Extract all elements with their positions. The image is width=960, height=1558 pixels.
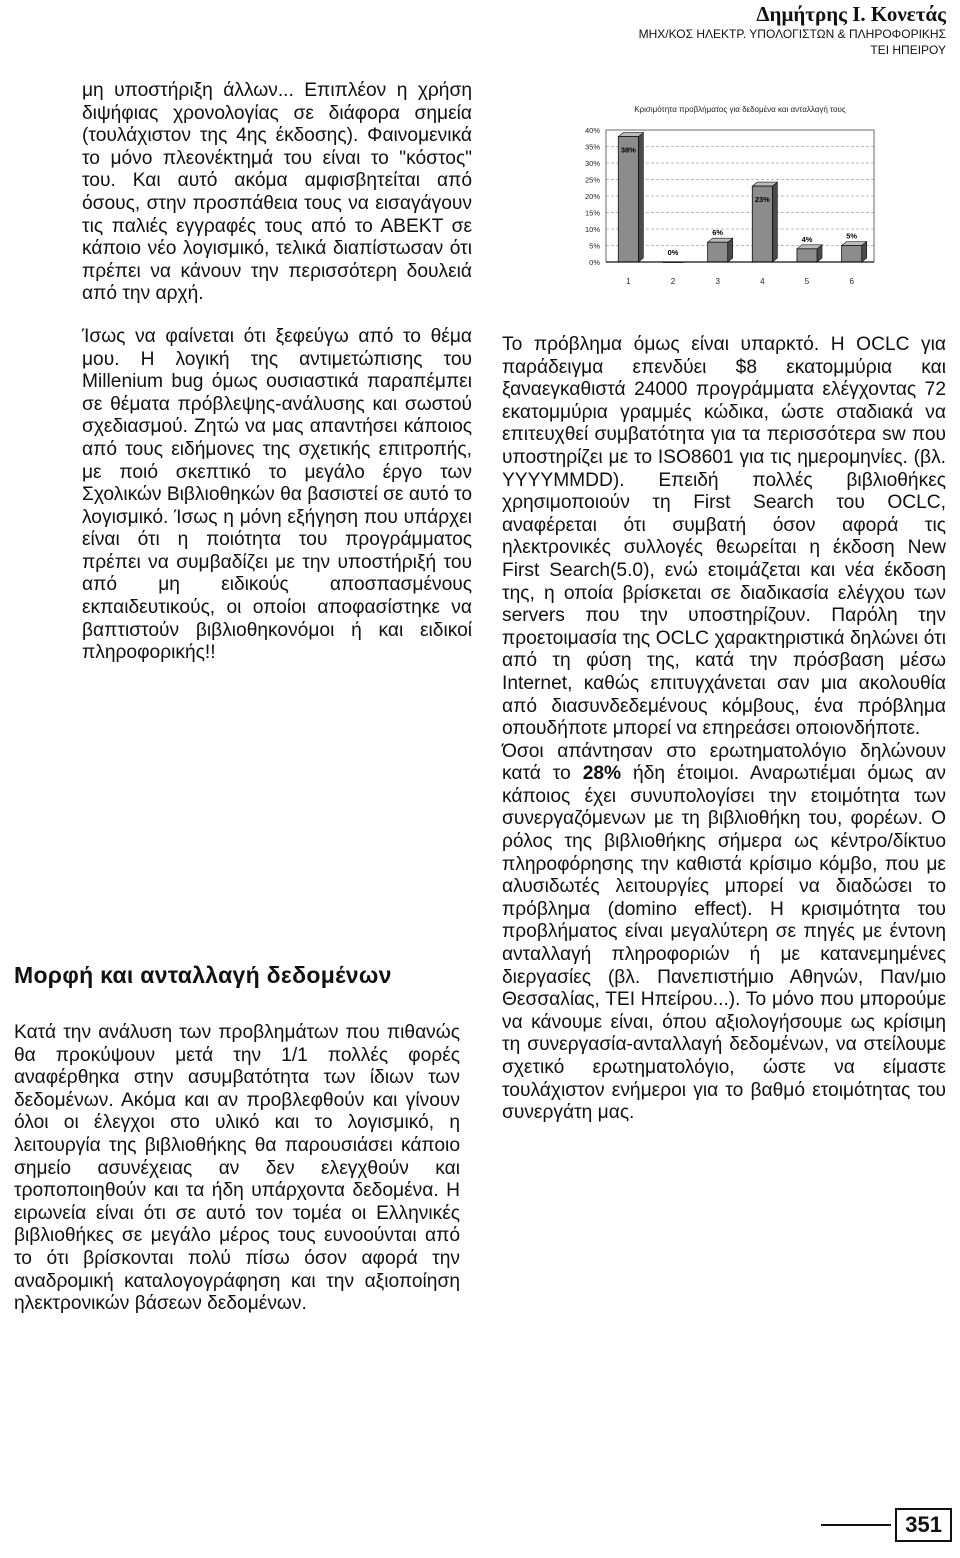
- y-tick-label: 35%: [584, 142, 600, 152]
- paragraph: Ίσως να φαίνεται ότι ξεφεύγω από το θέμα μου. Η λογική της αντιμετώπισης του Millenium bug όμως ουσιαστικά παραπέμπει σε θέματα πρόβλεψης-ανάλυσης και σωστού σχεδιασμού. Ζητώ να μας απαντήσει κάποιος από τους ειδήμονες της σχετικής επιτροπής, με ποιό σκεπτικό το μεγάλο έργο των Σχολικών Βιβλιοθηκών θα βασιστεί σε αυτό το λογισμικό. Ίσως η μόνη εξήγηση που υπάρχει είναι ότι η ποιότητα του προγράμματος πρέπει να συμβαδίζει με την υποστήριξή του από μη ειδικούς αποσπασμένους εκπαιδευτικούς, οι οποίοι αποφασίστηκε να βαπτιστούν βιβλιοθηκονόμοι ή και ειδικοί πληροφορικής!!: [82, 325, 472, 664]
- x-tick-label: 1: [626, 277, 631, 286]
- y-tick-label: 10%: [584, 225, 600, 234]
- page-number-rule: [821, 1524, 891, 1526]
- left-column-top: [82, 80, 472, 665]
- chart-title: Κρισιμότητα προβλήματος για δεδομένα και ανταλλαγή τους: [634, 105, 846, 114]
- bar-value-label: 4%: [801, 234, 813, 244]
- bar-chart: [564, 100, 884, 300]
- bar-value-label: 6%: [712, 228, 724, 238]
- right-column: [502, 334, 946, 1125]
- paragraph: Κατά την ανάλυση των προβλημάτων που πιθανώς θα προκύψουν μετά την 1/1 πολλές φορές αναφέρθηκα στην ασυμβατότητα των ίδιων των δεδομένων. Ακόμα και αν προβλεφθούν και γίνουν όλοι οι έλεγχοι στο υλικό και το λογισμικό, η λειτουργία της βιβλιοθήκης θα παρουσιάσει κάποιο σημείο ασυνέχειας αν δεν ελεγχθούν και τροποποιηθούν και τα ήδη υπάρχοντα δεδομένα. Η ειρωνεία είναι ότι σε αυτό τον τομέα οι Ελληνικές βιβλιοθήκες σε μεγάλο μέρος τους ευνοούνται από το ότι βρίσκονται πολύ πίσω όσον αφορά την αναδρομική καταλογογράφηση και την αξιοποίηση ηλεκτρονικών βάσεων δεδομένων.: [14, 1022, 460, 1315]
- page-header: [526, 2, 946, 58]
- author-name: Δημήτρης Ι. Κονετάς: [756, 2, 946, 26]
- x-tick-label: 3: [715, 277, 720, 286]
- y-tick-label: 25%: [584, 175, 600, 185]
- bar-value-label: 23%: [754, 195, 770, 205]
- x-tick-label: 6: [849, 277, 854, 286]
- left-column-bottom: [14, 1022, 460, 1316]
- paragraph: μη υποστήριξη άλλων... Επιπλέον η χρήση διψήφιας χρονολογίας σε διάφορα σημεία (τουλάχιστον της 4ης έκδοσης). Φαινομενικά το μόνο πλεονέκτημά του είναι το "κόστος" του. Και αυτό ακόμα αμφισβητείται από όσους, στην προσπάθεια τους να εισαγάγουν τις παλιές εγγραφές τους από το ΑΒΕΚΤ σε κάποιο νέο λογισμικό, τελικά διαπίστωσαν ότι πρέπει να κάνουν την περισσότερη δουλειά από την αρχή.: [82, 80, 472, 305]
- department-line-1: ΜΗΧ/ΚΟΣ ΗΛΕΚΤΡ. ΥΠΟΛΟΓΙΣΤΩΝ & ΠΛΗΡΟΦΟΡΙΚΗΣ: [638, 27, 946, 41]
- page-number: [821, 1508, 952, 1542]
- paragraph-text: ήδη έτοιμοι. Αναρωτιέμαι όμως αν κάποιος έχει συνυπολογίσει την ετοιμότητα των συνεργαζόμενων με τη βιβλιοθήκη του, φορέων. Ο ρόλος της βιβλιοθήκης σήμερα ως κέντρο/δίκτυο πληροφόρησης την καθιστά κρίσιμο κόμβο, που με αλυσιδωτές λειτουργίες μπορεί να διαδώσει το πρόβλημα (domino effect). Η κρισιμότητα του προβλήματος είναι μεγαλύτερη σε πηγές με έντονη ανταλλαγή πληροφοριών ή με κατανεμημένες διεργασίες (βλ. Πανεπιστήμιο Αθηνών, Παν/μιο Θεσσαλίας, ΤΕΙ Ηπείρου...). Το μόνο που μπορούμε να κάνουμε είναι, όπου αξιολογήσουμε ως κρίσιμη τη συνεργασία-ανταλλαγή δεδομένων, να στείλουμε σχετικό ερωτηματολόγιο, ώστε να είμαστε τουλάχιστον ενήμεροι για το βαθμό ετοιμότητας του συνεργάτη μας.: [502, 763, 946, 1124]
- x-tick-label: 5: [804, 277, 810, 286]
- bar-side: [772, 182, 777, 262]
- paragraph: [502, 741, 946, 1125]
- paragraph: Το πρόβλημα όμως είναι υπαρκτό. Η OCLC για παράδειγμα επενδύει $8 εκατομμύρια και ξαναεγκαθιστά 24000 προγράμματα ελέγχοντας 72 εκατομμύρια γραμμές κώδικα, ώστε σταδιακά να επιτευχθεί συμβατότητα για τα περισσότερα sw που υποστηρίζει με το ISO8601 για τις ημερομηνίες. (βλ. YYYYMMDD). Επειδή πολλές βιβλιοθήκες χρησιμοποιούν τη First Search του OCLC, αναφέρεται ότι συμβατή όσον αφορά τις ηλεκτρονικές συλλογές θεωρείται η έκδοση New First Search(5.0), ενώ ετοιμάζεται και νέα έκδοση της, η οποία βρίσκεται σε διαδικασία ελέγχου των servers που την υποστηρίζουν. Παρόλη την προετοιμασία της OCLC χαρακτηριστικά δηλώνει ότι από τη φύση της, κατά την πρόσβαση μέσω Internet, καθώς επιτυγχάνεται σαν μια ακολουθία από διασυνδεδεμένους κόμβους, ένα πρόβλημα οπουδήποτε μπορεί να επηρεάσει οποιονδήποτε.: [502, 334, 946, 740]
- bar: [797, 249, 817, 262]
- y-tick-label: 5%: [589, 241, 600, 251]
- x-tick-label: 4: [760, 277, 765, 286]
- bar-side: [638, 133, 643, 262]
- bar: [708, 242, 728, 262]
- y-tick-label: 30%: [584, 159, 600, 168]
- bar-value-label: 0%: [667, 248, 679, 257]
- page-number-box: 351: [895, 1508, 952, 1542]
- percentage-emphasis: 28%: [582, 763, 622, 785]
- department-line-2: ΤΕΙ ΗΠΕΙΡΟΥ: [870, 43, 946, 57]
- y-tick-label: 40%: [584, 126, 600, 135]
- bar: [618, 137, 638, 262]
- bar-value-label: 38%: [620, 145, 636, 155]
- section-heading: Μορφή και ανταλλαγή δεδομένων: [14, 962, 392, 988]
- chart-svg: [564, 100, 884, 300]
- y-tick-label: 20%: [584, 192, 600, 201]
- bar: [842, 246, 862, 263]
- x-tick-label: 2: [670, 277, 676, 286]
- bar-value-label: 5%: [846, 231, 858, 241]
- y-tick-label: 15%: [584, 208, 600, 218]
- paragraph-text: Όσοι απάντησαν στο ερωτηματολόγιο δηλώνουν κατά το: [502, 740, 946, 785]
- y-tick-label: 0%: [589, 258, 600, 267]
